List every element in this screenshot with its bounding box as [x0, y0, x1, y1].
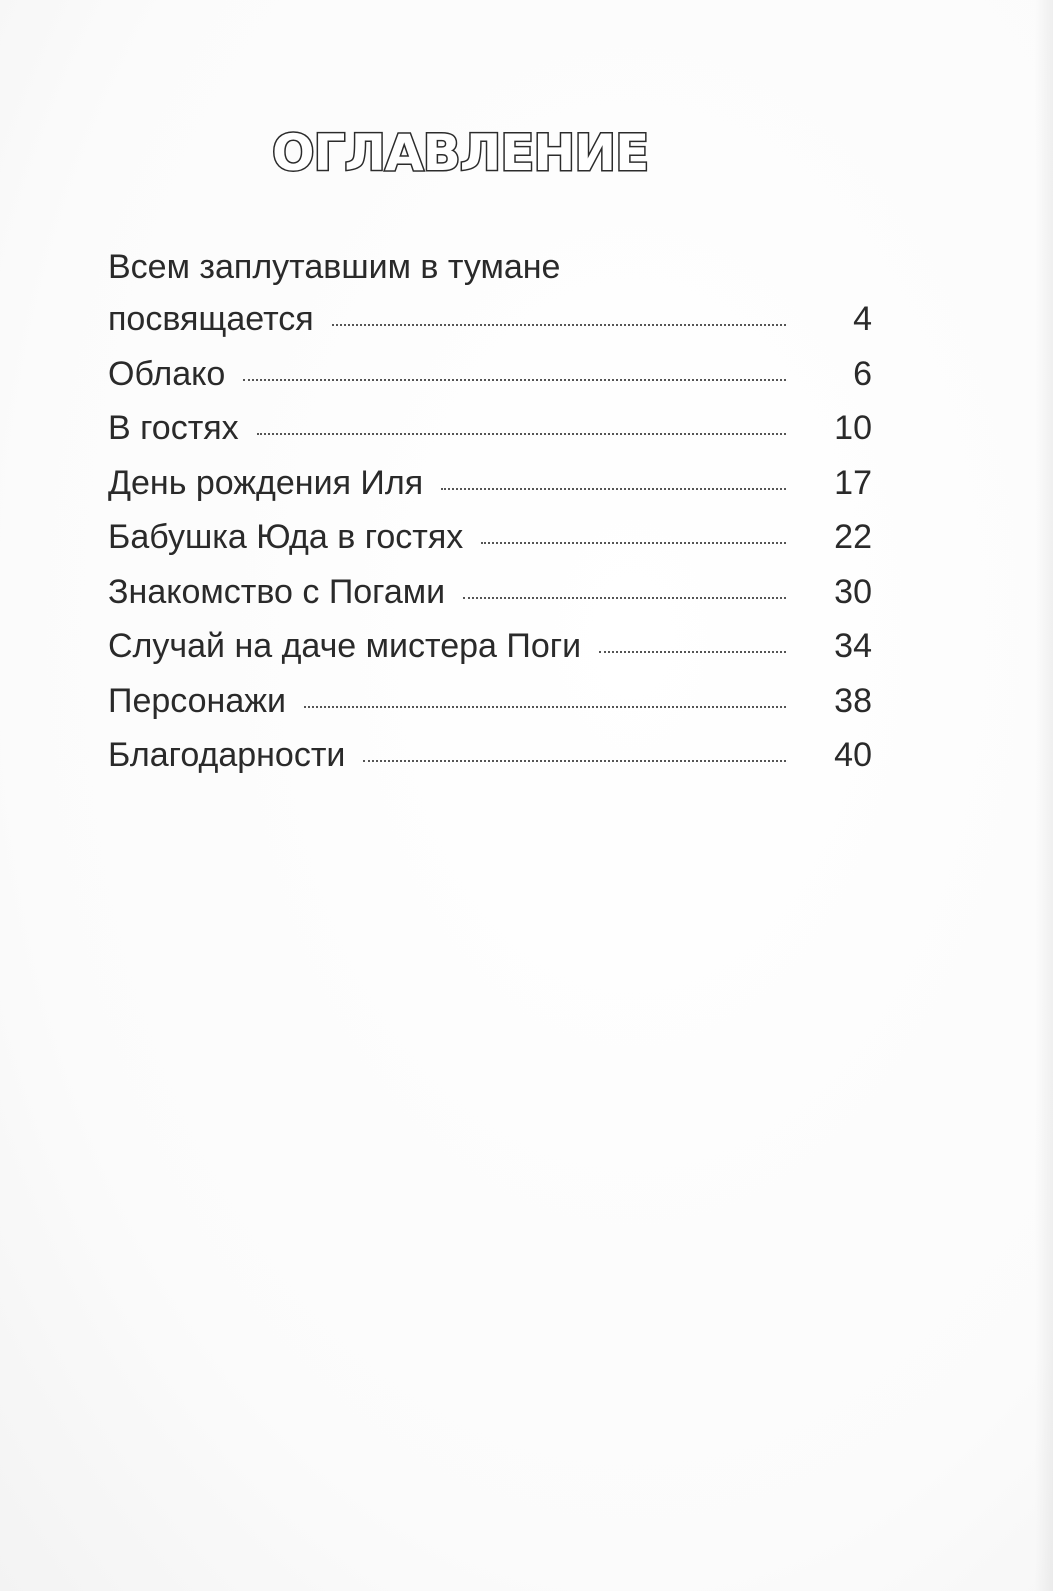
toc-page-number: 6 [853, 354, 872, 393]
dot-leader [257, 433, 786, 435]
toc-entry-title: Бабушка Юда в гостях [108, 518, 464, 556]
toc-page-number: 4 [853, 300, 872, 338]
toc-entry-title-line1: Всем заплутавшим в тумане [108, 248, 561, 286]
table-of-contents [108, 240, 872, 783]
toc-entry-line [108, 240, 872, 292]
toc-page-number: 17 [834, 463, 872, 502]
toc-entry [108, 401, 872, 456]
toc-page-number: 40 [834, 736, 872, 774]
dot-leader [481, 542, 786, 544]
toc-entry-title: Облако [108, 354, 226, 393]
toc-entry [108, 674, 872, 729]
toc-entry [108, 292, 872, 347]
dot-leader [304, 706, 786, 708]
toc-page-number: 30 [834, 572, 872, 611]
dot-leader [441, 488, 786, 490]
toc-page-number: 34 [834, 627, 872, 665]
toc-page-number: 38 [834, 681, 872, 720]
toc-entry [108, 565, 872, 620]
toc-page-number: 22 [834, 518, 872, 556]
dot-leader [463, 597, 786, 599]
toc-entry-title: Благодарности [108, 736, 346, 774]
page-title: ОГЛАВЛЕНИЕ [272, 124, 649, 182]
dot-leader [332, 324, 786, 326]
toc-entry [108, 347, 872, 402]
dot-leader [243, 379, 786, 381]
toc-entry [108, 619, 872, 674]
dot-leader [363, 760, 786, 762]
toc-entry-title: Знакомство с Погами [108, 572, 446, 611]
toc-entry-title: В гостях [108, 409, 239, 447]
toc-entry-title: посвящается [108, 300, 314, 338]
toc-entry [108, 728, 872, 783]
toc-entry-title: Персонажи [108, 681, 286, 720]
toc-entry-title: Случай на даче мистера Поги [108, 627, 582, 665]
page-edge-shadow [1035, 0, 1053, 1591]
toc-entry [108, 456, 872, 511]
toc-entry-title: День рождения Иля [108, 463, 424, 502]
toc-entry [108, 510, 872, 565]
dot-leader [599, 651, 786, 653]
toc-page-number: 10 [834, 409, 872, 447]
